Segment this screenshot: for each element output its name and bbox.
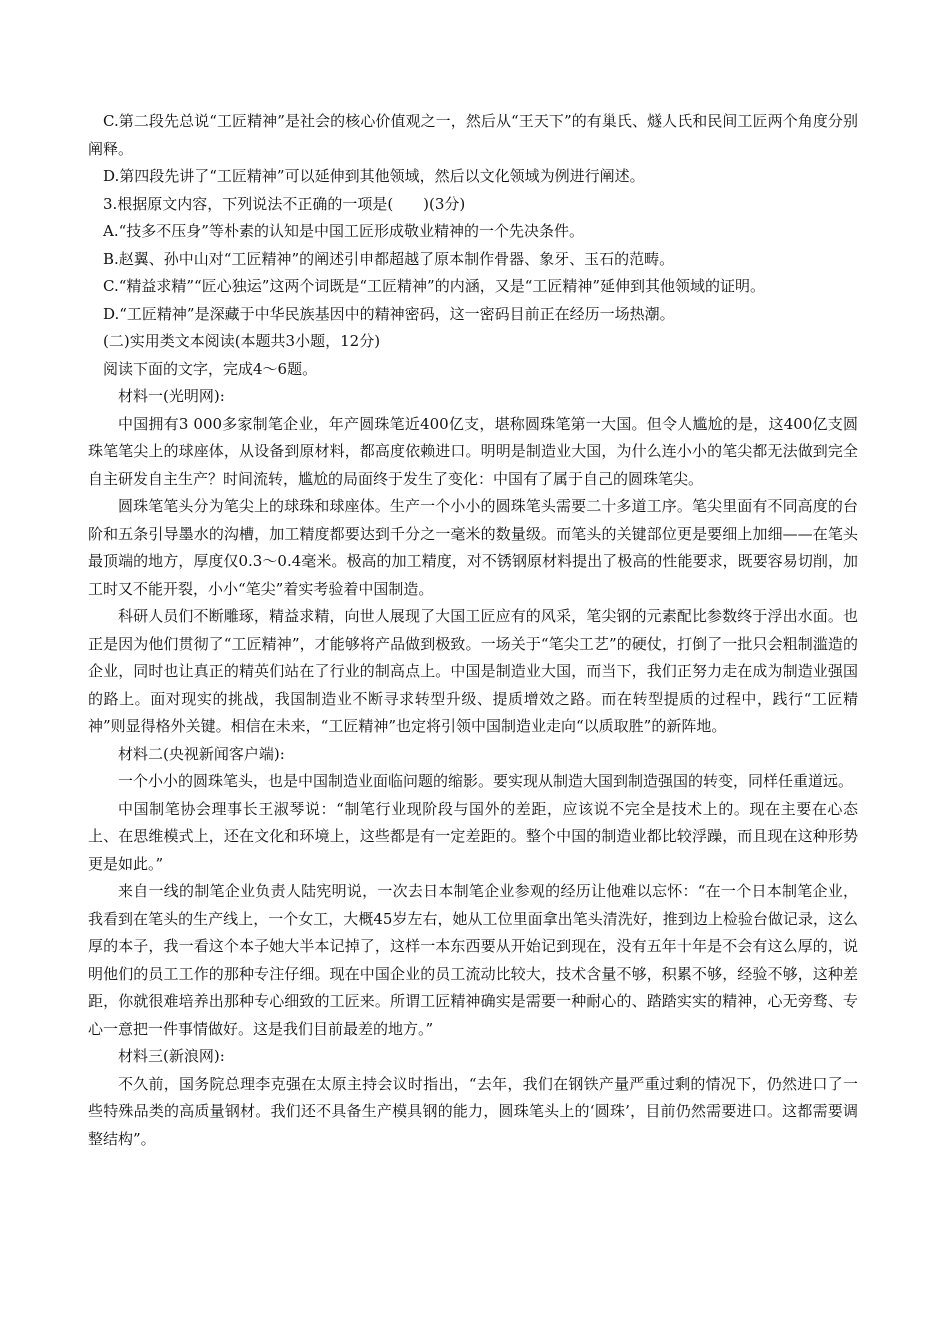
material3-heading: 材料三(新浪网): <box>118 1047 225 1065</box>
material1-paragraph: 圆珠笔笔头分为笔尖上的球珠和球座体。生产一个小小的圆珠笔头需要二十多道工序。笔尖里面有不同高度的台阶和五条引导墨水的沟槽，加工精度都要达到千分之一毫米的数量级。而笔头的关键部位更是要细上加细——在笔头最顶端的地方，厚度仅0.3～0.4毫米。极高的加工精度，对不锈钢原材料提出了极高的性能要求，既要容易切削，加工时又不能开裂，小小“笔尖”着实考验着中国制造。 <box>88 497 858 598</box>
q2-option-c: C.第二段先总说“工匠精神”是社会的核心价值观之一，然后从“王天下”的有巢氏、燧人氏和民间工匠两个角度分别阐释。 <box>88 112 858 158</box>
q3-option-c: C.“精益求精”“匠心独运”这两个词既是“工匠精神”的内涵，又是“工匠精神”延伸到其他领域的证明。 <box>103 277 766 295</box>
q3-option-d: D.“工匠精神”是深藏于中华民族基因中的精神密码，这一密码目前正在经历一场热潮。 <box>103 304 675 323</box>
material1-heading: 材料一(光明网): <box>118 387 225 405</box>
q2-option-d: D.第四段先讲了“工匠精神”可以延伸到其他领域，然后以文化领域为例进行阐述。 <box>103 167 645 185</box>
material3-paragraph: 不久前，国务院总理李克强在太原主持会议时指出，“去年，我们在钢铁产量严重过剩的情况下，仍然进口了一些特殊品类的高质量钢材。我们还不具备生产模具钢的能力，圆珠笔头上的‘圆珠’，目前仍然需要进口。这都需要调整结构”。 <box>88 1074 858 1148</box>
q3-option-b: B.赵翼、孙中山对“工匠精神”的阐述引申都超越了原本制作骨器、象牙、玉石的范畴。 <box>103 249 675 268</box>
material1-paragraph: 科研人员们不断雕琢，精益求精，向世人展现了大国工匠应有的风采，笔尖钢的元素配比参数终于浮出水面。也正是因为他们贯彻了“工匠精神”，才能够将产品做到极致。一场关于“笔尖工艺”的硬仗，打倒了一批只会粗制滥造的企业，同时也让真正的精英们站在了行业的制高点上。中国是制造业大国，而当下，我们正努力走在成为制造业强国的路上。面对现实的挑战，我国制造业不断寻求转型升级、提质增效之路。而在转型提质的过程中，践行“工匠精神”则显得格外关键。相信在未来，“工匠精神”也定将引领中国制造业走向“以质取胜”的新阵地。 <box>88 607 858 735</box>
document-page <box>88 108 858 1153</box>
material2-paragraph: 一个小小的圆珠笔头，也是中国制造业面临问题的缩影。要实现从制造大国到制造强国的转变，同样任重道远。 <box>118 772 854 790</box>
q3-option-a: A.“技多不压身”等朴素的认知是中国工匠形成敬业精神的一个先决条件。 <box>103 222 584 240</box>
material2-paragraph: 中国制笔协会理事长王淑琴说：“制笔行业现阶段与国外的差距，应该说不完全是技术上的。现在主要在心态上、在思维模式上，还在文化和环境上，这些都是有一定差距的。整个中国的制造业都比较浮躁，而且现在这种形势更是如此。” <box>88 799 858 873</box>
material1-paragraph: 中国拥有3 000多家制笔企业，年产圆珠笔近400亿支，堪称圆珠笔第一大国。但令人尴尬的是，这400亿支圆珠笔笔尖上的球座体，从设备到原材料，都高度依赖进口。明明是制造业大国，为什么连小小的笔尖都无法做到完全自主研发自主生产？时间流转，尴尬的局面终于发生了变化：中国有了属于自己的圆珠笔尖。 <box>88 414 858 488</box>
material2-heading: 材料二(央视新闻客户端): <box>118 744 285 763</box>
q3-stem: 3.根据原文内容，下列说法不正确的一项是( )(3分) <box>103 194 466 213</box>
section-instruction: 阅读下面的文字，完成4～6题。 <box>103 359 318 378</box>
material2-paragraph: 来自一线的制笔企业负责人陆宪明说，一次去日本制笔企业参观的经历让他难以忘怀：“在一个日本制笔企业，我看到在笔头的生产线上，一个女工，大概45岁左右，她从工位里面拿出笔头清洗好，推到边上检验台做记录，这么厚的本子，我一看这个本子她大半本记掉了，这样一本东西要从开始记到现在，没有五年十年是不会有这么厚的，说明他们的员工工作的那种专注仔细。现在中国企业的员工流动比较大，技术含量不够，积累不够，经验不够，这种差距，你就很难培养出那种专心细致的工匠来。所谓工匠精神确实是需要一种耐心的、踏踏实实的精神，心无旁骛、专心一意把一件事情做好。这是我们目前最差的地方。” <box>88 882 858 1038</box>
section-title: (二)实用类文本阅读(本题共3小题，12分) <box>103 332 381 350</box>
